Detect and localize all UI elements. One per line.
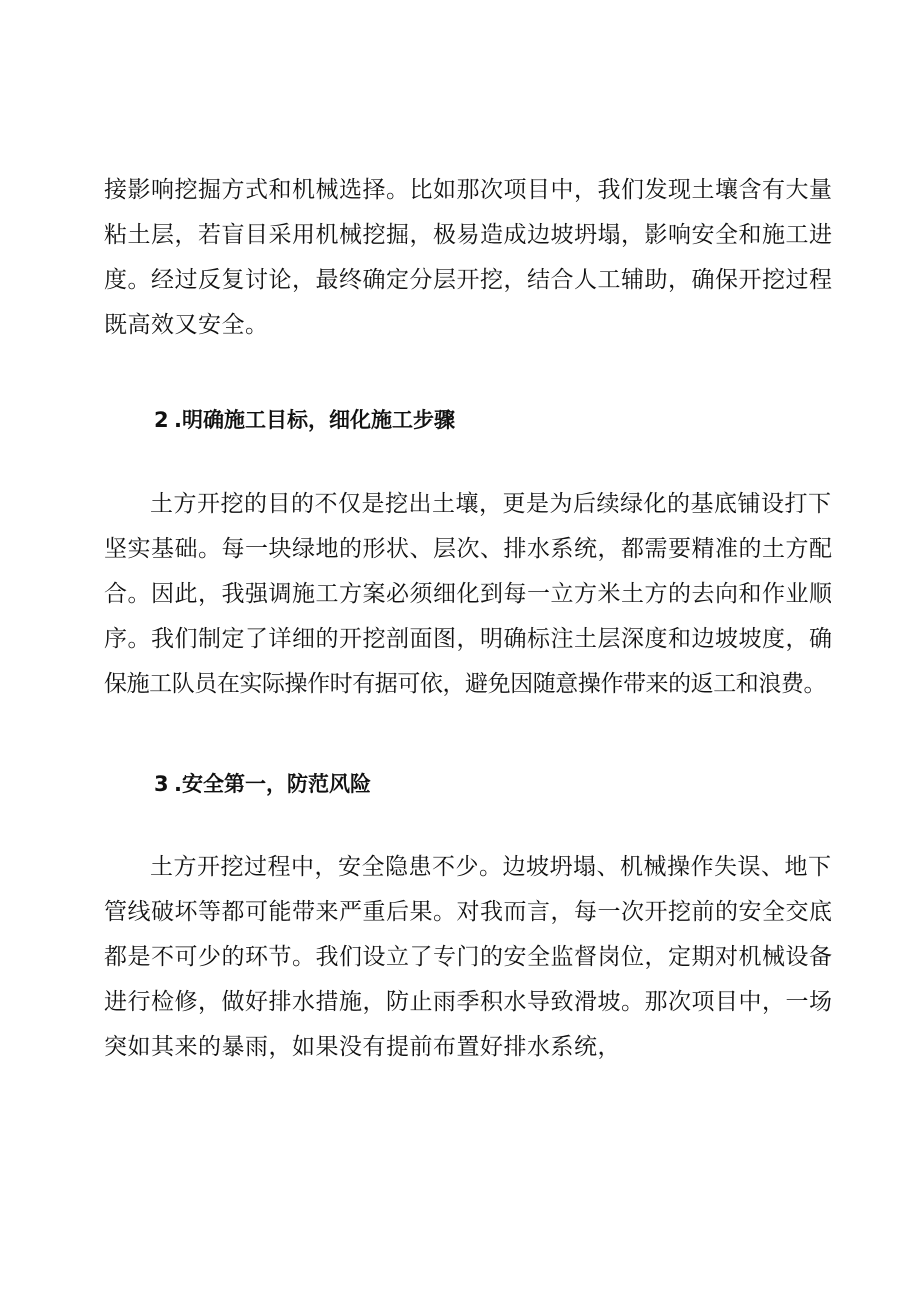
paragraph-line: 接影响挖掘方式和机械选择。比如那次项目中，我们发现土壤含有大量 — [104, 177, 833, 203]
paragraph-line: 合。因此，我强调施工方案必须细化到每一立方米土方的去向和作业顺 — [104, 581, 833, 607]
paragraph-line: 既高效又安全。 — [104, 312, 269, 338]
paragraph-line: 度。经过反复讨论，最终确定分层开挖，结合人工辅助，确保开挖过程 — [104, 267, 833, 293]
section-title: .明确施工目标，细化施工步骤 — [174, 408, 455, 432]
paragraph-2 — [104, 482, 833, 707]
paragraph-line: 管线破坏等都可能带来严重后果。对我而言，每一次开挖前的安全交底 — [104, 899, 833, 925]
section-heading-2 — [154, 405, 455, 435]
paragraph-line: 土方开挖过程中，安全隐患不少。边坡坍塌、机械操作失误、地下 — [150, 854, 832, 880]
paragraph-line: 都是不可少的环节。我们设立了专门的安全监督岗位，定期对机械设备 — [104, 944, 833, 970]
section-number: 2 — [154, 408, 169, 432]
paragraph-line: 进行检修，做好排水措施，防止雨季积水导致滑坡。那次项目中，一场 — [104, 989, 833, 1015]
paragraph-line: 突如其来的暴雨，如果没有提前布置好排水系统， — [104, 1034, 621, 1060]
paragraph-line: 粘土层，若盲目采用机械挖掘，极易造成边坡坍塌，影响安全和施工进 — [104, 222, 833, 248]
paragraph-line: 土方开挖的目的不仅是挖出土壤，更是为后续绿化的基底铺设打下 — [150, 491, 832, 517]
paragraph-line: 保施工队员在实际操作时有据可依，避免因随意操作带来的返工和浪费。 — [104, 671, 826, 697]
section-title: .安全第一，防范风险 — [174, 772, 371, 796]
paragraph-1 — [104, 168, 833, 348]
paragraph-3 — [104, 845, 833, 1070]
section-number: 3 — [154, 772, 169, 796]
paragraph-line: 坚实基础。每一块绿地的形状、层次、排水系统，都需要精准的土方配 — [104, 536, 833, 562]
section-heading-3 — [154, 769, 371, 799]
paragraph-line: 序。我们制定了详细的开挖剖面图，明确标注土层深度和边坡坡度，确 — [104, 626, 833, 652]
